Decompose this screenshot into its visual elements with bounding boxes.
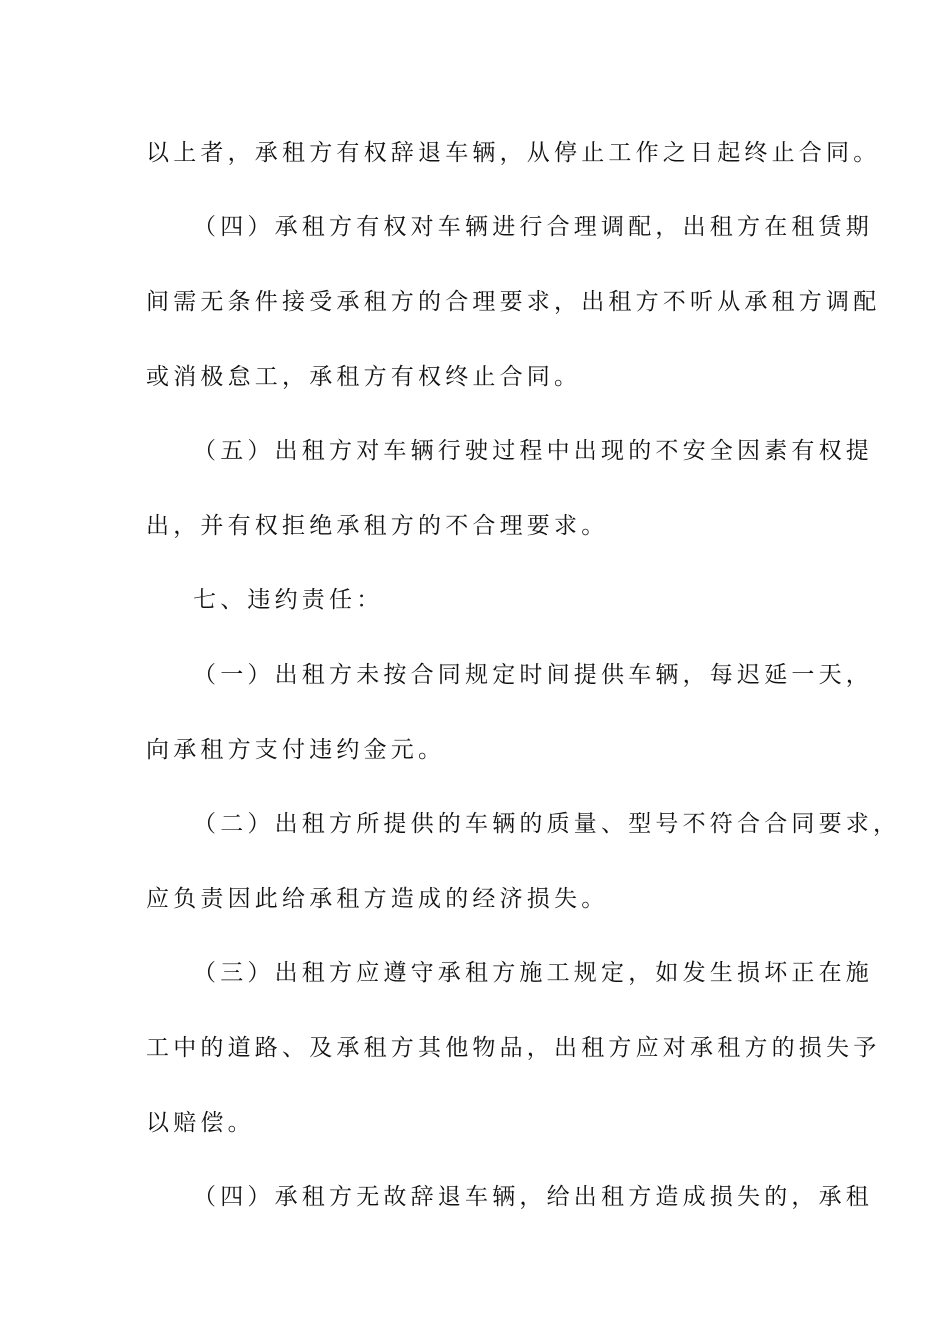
text-line: （一）出租方未按合同规定时间提供车辆，每迟延一天， <box>193 662 873 688</box>
text-line: 以上者，承租方有权辞退车辆，从停止工作之日起终止合同。 <box>146 140 881 166</box>
text-line: （五）出租方对车辆行驶过程中出现的不安全因素有权提 <box>193 438 873 464</box>
text-line: 以赔偿。 <box>146 1110 255 1136</box>
text-line: 应负责因此给承租方造成的经济损失。 <box>146 886 609 912</box>
text-line: （三）出租方应遵守承租方施工规定，如发生损坏正在施 <box>193 960 873 986</box>
text-line: 向承租方支付违约金元。 <box>146 737 446 763</box>
text-line: 工中的道路、及承租方其他物品，出租方应对承租方的损失予 <box>146 1035 881 1061</box>
section-heading: 七、违约责任： <box>193 587 384 613</box>
text-line: 间需无条件接受承租方的合理要求，出租方不听从承租方调配 <box>146 289 881 315</box>
text-line: 或消极怠工，承租方有权终止合同。 <box>146 364 582 390</box>
text-line: （二）出租方所提供的车辆的质量、型号不符合合同要求， <box>193 811 901 837</box>
text-line: 出，并有权拒绝承租方的不合理要求。 <box>146 513 609 539</box>
text-line: （四）承租方有权对车辆进行合理调配，出租方在租赁期 <box>193 214 873 240</box>
text-line: （四）承租方无故辞退车辆，给出租方造成损失的，承租 <box>193 1184 873 1210</box>
